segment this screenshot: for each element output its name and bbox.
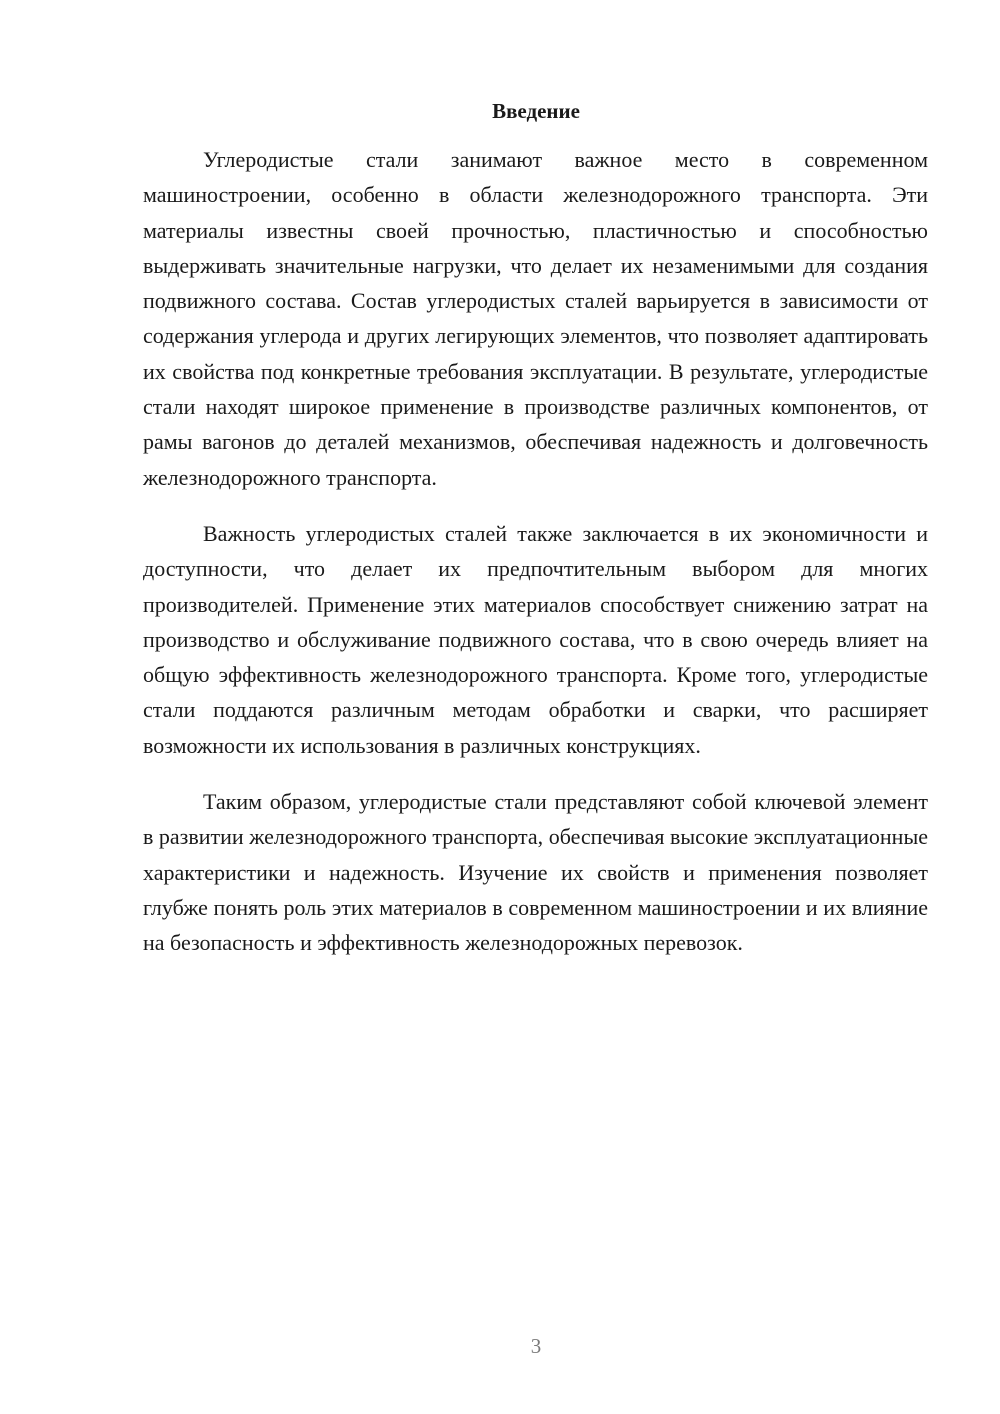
paragraph-2: Важность углеродистых сталей также заключается в их экономичности и доступности, что делает их предпочтительным выбором для многих производителей. Применение этих материалов способствует снижению затрат на производство и обслуживание подвижного состава, что в свою очередь влияет на общую эффективность железнодорожного транспорта. Кроме того, углеродистые стали поддаются различным методам обработки и сварки, что расширяет возможности их использования в различных конструкциях.	[143, 520, 928, 758]
page-number: 3	[530, 1334, 542, 1358]
paragraph-3: Таким образом, углеродистые стали представляют собой ключевой элемент в развитии железнодорожного транспорта, обеспечивая высокие эксплуатационные характеристики и надежность. Изучение их свойств и применения позволяет глубже понять роль этих материалов в современном машиностроении и их влияние на безопасность и эффективность железнодорожных перевозок.	[143, 789, 928, 956]
paragraph-1: Углеродистые стали занимают важное место в современном машиностроении, особенно в области железнодорожного транспорта. Эти материалы известны своей прочностью, пластичностью и способностью выдерживать значительные нагрузки, что делает их незаменимыми для создания подвижного состава. Состав углеродистых сталей варьируется в зависимости от содержания углерода и других легирующих элементов, что позволяет адаптировать их свойства под конкретные требования эксплуатации. В результате, углеродистые стали находят широкое применение в производстве различных компонентов, от рамы вагонов до деталей механизмов, обеспечивая надежность и долговечность железнодорожного транспорта.	[143, 147, 928, 490]
body-text	[143, 142, 928, 961]
page-title: Введение	[492, 99, 580, 123]
